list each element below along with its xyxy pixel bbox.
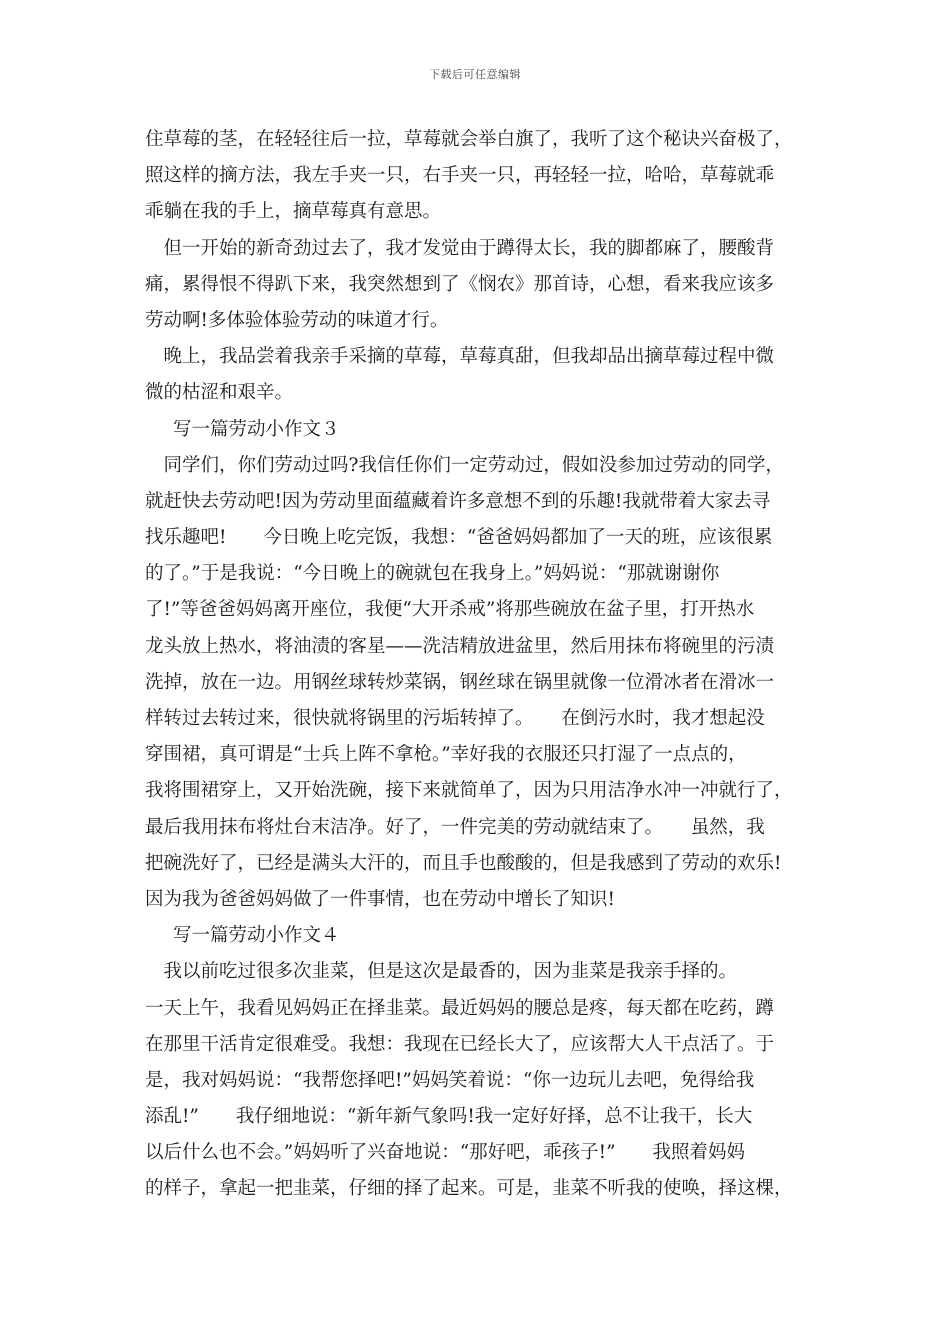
text-line: 以后什么也不会。”妈妈听了兴奋地说：“那好吧，乖孩子!” 我照着妈妈 [145,1142,746,1164]
text-line: 乖躺在我的手上，摘草莓真有意思。 [145,201,442,223]
text-line: 的了。”于是我说：“今日晚上的碗就包在我身上。”妈妈说：“那就谢谢你 [145,563,720,585]
text-line: 因为我为爸爸妈妈做了一件事情，也在劳动中增长了知识! [145,888,615,910]
text-line: 样转过去转过来，很快就将锅里的污垢转掉了。 在倒污水时，我才想起没 [145,708,765,729]
text-line: 微的枯涩和艰辛。 [145,382,294,404]
text-line: 晚上，我品尝着我亲手采摘的草莓，草莓真甜，但我却品出摘草莓过程中微 [145,346,775,368]
section-heading: 写一篇劳动小作文３ [173,418,340,440]
text-line: 穿围裙，真可谓是“士兵上阵不拿枪。”幸好我的衣服还只打湿了一点点的， [145,744,747,766]
text-line: 但一开始的新奇劲过去了，我才发觉由于蹲得太长，我的脚都麻了，腰酸背 [145,237,775,259]
section-heading: 写一篇劳动小作文４ [173,925,340,947]
text-line: 洗掉，放在一边。用钢丝球转炒菜锅，钢丝球在锅里就像一位滑冰者在滑冰一 [145,671,775,693]
text-line: 最后我用抹布将灶台末洁净。好了，一件完美的劳动就结束了。 虽然，我 [145,816,765,838]
text-line: 找乐趣吧! 今日晚上吃完饭，我想：“爸爸妈妈都加了一天的班，应该很累 [145,527,773,549]
text-line: 照这样的摘方法，我左手夹一只，右手夹一只，再轻轻一拉，哈哈，草莓就乖 [145,165,775,187]
text-line: 就赶快去劳动吧!因为劳动里面蕴藏着许多意想不到的乐趣!我就带着大家去寻 [145,490,771,512]
text-line: 我将围裙穿上，又开始洗碗，接下来就简单了，因为只用洁净水冲一冲就行了， [145,780,793,802]
text-line: 是，我对妈妈说：“我帮您择吧!”妈妈笑着说：“你一边玩儿去吧，免得给我 [145,1069,755,1091]
text-line: 一天上午，我看见妈妈正在择韭菜。最近妈妈的腰总是疼，每天都在吃药，蹲 [145,997,775,1019]
text-line: 在那里干活肯定很难受。我想：我现在已经长大了，应该帮大人干点活了。于 [145,1033,775,1055]
text-line: 了!”等爸爸妈妈离开座位，我便“大开杀戒”将那些碗放在盆子里，打开热水 [145,599,755,621]
text-line: 龙头放上热水，将油渍的客星——洗洁精放进盆里，然后用抹布将碗里的污渍 [145,635,775,657]
text-line: 痛，累得恨不得趴下来，我突然想到了《悯农》那首诗，心想，看来我应该多 [145,273,775,295]
text-line: 添乱!” 我仔细地说：“新年新气象吗!我一定好好择，总不让我干，长大 [145,1106,753,1128]
text-line: 把碗洗好了，已经是满头大汗的，而且手也酸酸的，但是我感到了劳动的欢乐! [145,852,782,874]
text-line: 的样子，拿起一把韭菜，仔细的择了起来。可是，韭菜不听我的使唤，择这棵， [145,1178,793,1200]
document-body [145,122,825,1208]
text-line: 劳动啊!多体验体验劳动的味道才行。 [145,309,449,331]
text-line: 住草莓的茎，在轻轻往后一拉，草莓就会举白旗了，我听了这个秘诀兴奋极了， [145,129,793,150]
text-line: 我以前吃过很多次韭菜，但是这次是最香的，因为韭菜是我亲手择的。 [145,961,738,983]
text-line: 同学们，你们劳动过吗?我信任你们一定劳动过，假如没参加过劳动的同学， [145,454,784,476]
page-header: 下载后可任意编辑 [429,68,521,81]
